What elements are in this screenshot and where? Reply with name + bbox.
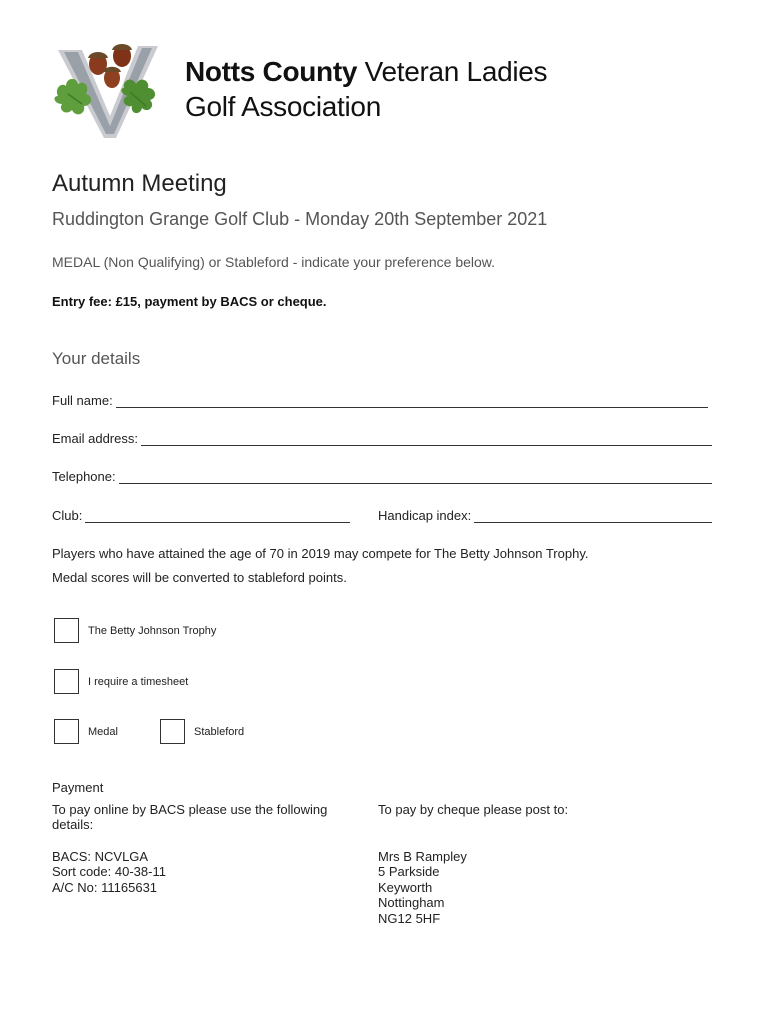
trophy-note: Players who have attained the age of 70 in 2019 may compete for The Betty Johnson Trophy. bbox=[52, 546, 589, 561]
org-name-rest: Veteran Ladies bbox=[364, 56, 548, 87]
stableford-label: Stableford bbox=[194, 726, 245, 738]
org-name-bold: Notts County bbox=[185, 56, 358, 87]
bacs-intro-line2: details: bbox=[52, 817, 94, 832]
telephone-field[interactable] bbox=[52, 469, 712, 484]
full-name-field[interactable] bbox=[52, 393, 708, 408]
address-line5: NG12 5HF bbox=[378, 910, 441, 926]
email-label: Email address: bbox=[52, 431, 138, 446]
telephone-label: Telephone: bbox=[52, 469, 116, 484]
address-line4: Nottingham bbox=[378, 895, 445, 911]
medal-checkbox[interactable] bbox=[54, 719, 79, 744]
medal-label: Medal bbox=[88, 726, 118, 738]
club-line[interactable] bbox=[85, 510, 350, 523]
bacs-intro-line1: To pay online by BACS please use the following bbox=[52, 802, 328, 817]
telephone-line[interactable] bbox=[119, 471, 712, 484]
acorn-oak-leaf-v-logo-icon bbox=[52, 38, 164, 142]
betty-johnson-checkbox[interactable] bbox=[54, 618, 79, 643]
address-line3: Keyworth bbox=[378, 879, 433, 895]
medal-note: Medal scores will be converted to stableford points. bbox=[52, 570, 347, 585]
logo bbox=[52, 38, 164, 142]
details-heading: Your details bbox=[52, 349, 141, 368]
address-line1: Mrs B Rampley bbox=[378, 849, 467, 864]
full-name-line[interactable] bbox=[116, 395, 708, 408]
entry-fee: Entry fee: £15, payment by BACS or cheque. bbox=[52, 294, 327, 309]
org-name-line2: Golf Association bbox=[185, 91, 381, 122]
cheque-intro: To pay by cheque please post to: bbox=[378, 802, 569, 817]
event-subtitle: Ruddington Grange Golf Club - Monday 20th September 2021 bbox=[52, 209, 548, 229]
address-line2: 5 Parkside bbox=[378, 864, 440, 880]
stableford-checkbox[interactable] bbox=[160, 719, 185, 744]
bacs-name: BACS: NCVLGA bbox=[52, 849, 149, 864]
timesheet-checkbox[interactable] bbox=[54, 669, 79, 694]
handicap-field[interactable] bbox=[378, 508, 712, 523]
betty-johnson-label: The Betty Johnson Trophy bbox=[88, 625, 217, 637]
format-note: MEDAL (Non Qualifying) or Stableford - indicate your preference below. bbox=[52, 254, 496, 270]
handicap-line[interactable] bbox=[474, 510, 712, 523]
page-title: Autumn Meeting bbox=[52, 170, 227, 197]
club-field[interactable] bbox=[52, 508, 350, 523]
bacs-details bbox=[52, 849, 166, 895]
postal-address bbox=[378, 849, 467, 926]
handicap-label: Handicap index: bbox=[378, 508, 472, 523]
org-name-line1 bbox=[185, 56, 547, 88]
payment-heading: Payment bbox=[52, 780, 104, 795]
bacs-intro bbox=[52, 802, 362, 832]
timesheet-label: I require a timesheet bbox=[88, 676, 189, 688]
sort-code: Sort code: 40-38-11 bbox=[52, 864, 166, 880]
email-field[interactable] bbox=[52, 431, 712, 446]
full-name-label: Full name: bbox=[52, 393, 113, 408]
email-line[interactable] bbox=[141, 433, 712, 446]
account-number: A/C No: 11165631 bbox=[52, 879, 158, 895]
club-label: Club: bbox=[52, 508, 83, 523]
